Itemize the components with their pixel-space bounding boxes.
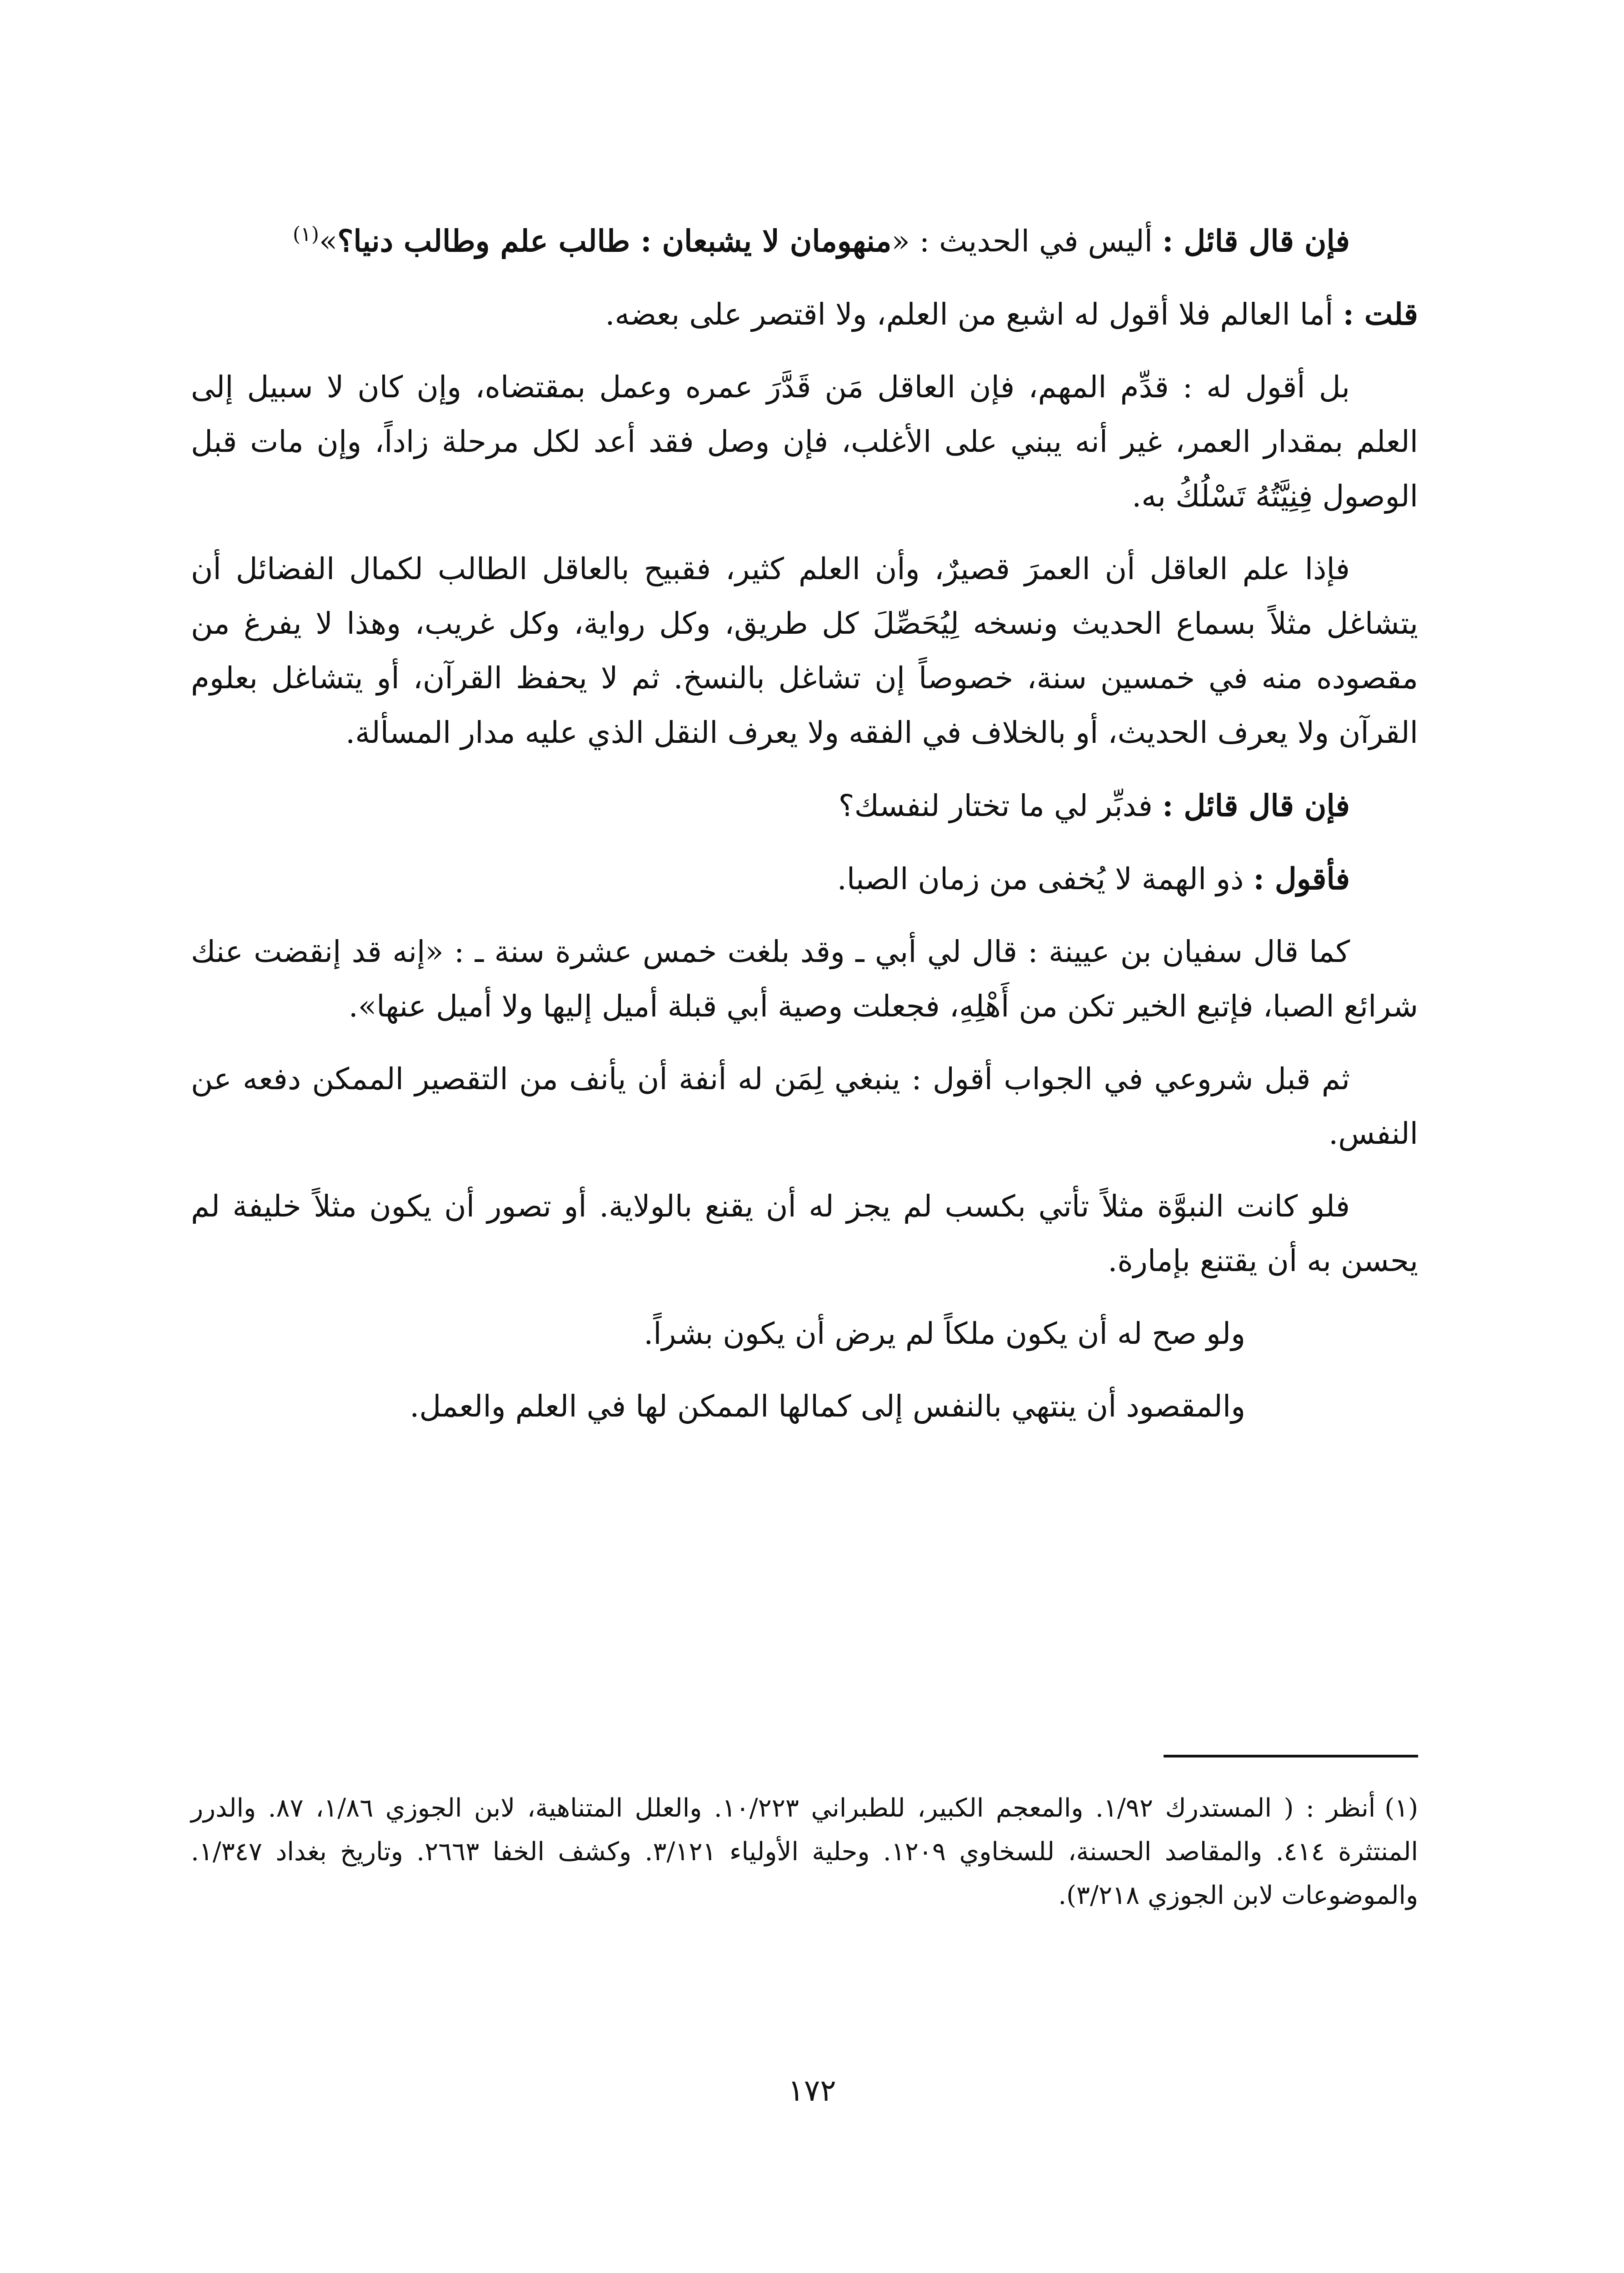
page-body [191, 214, 1418, 1452]
quote-close: » [319, 224, 338, 259]
paragraph-text: أما العالم فلا أقول له اشبع من العلم، ولا اقتصر على بعضه. [605, 297, 1343, 332]
footnote-divider [1164, 1755, 1418, 1757]
paragraph-7 [191, 925, 1418, 1034]
paragraph-9 [191, 1179, 1418, 1288]
paragraph-text: كما قال سفيان بن عيينة : قال لي أبي ـ وقد بلغت خمس عشرة سنة ـ : «إنه قد إنقضت عنك شرائع الصبا، فإتبع الخير تكن من أَهْلِهِ، فجعلت وصية أبي قبلة أميل إليها ولا أميل عنها». [191, 934, 1418, 1024]
paragraph-6 [191, 851, 1418, 906]
paragraph-3 [191, 360, 1418, 524]
paragraph-10 [191, 1307, 1418, 1361]
paragraph-4 [191, 542, 1418, 760]
paragraph-text: فلو كانت النبوَّة مثلاً تأتي بكسب لم يجز له أن يقنع بالولاية. أو تصور أن يكون مثلاً خليفة لم يحسن به أن يقتنع بإمارة. [191, 1189, 1418, 1278]
paragraph-lead: قلت : [1343, 296, 1418, 332]
paragraph-lead: فإن قال قائل : [1162, 788, 1350, 823]
footnote-marker: (١) [1384, 1793, 1419, 1823]
paragraph-text: والمقصود أن ينتهي بالنفس إلى كمالها الممكن لها في العلم والعمل. [410, 1389, 1245, 1424]
paragraph-text: فدبِّر لي ما تختار لنفسك؟ [838, 788, 1162, 823]
paragraph-lead: فأقول : [1253, 861, 1350, 896]
footnote [191, 1787, 1418, 1918]
paragraph-8 [191, 1052, 1418, 1161]
paragraph-5 [191, 778, 1418, 833]
paragraph-text: أليس في الحديث : « [891, 224, 1162, 259]
paragraph-1 [191, 214, 1418, 269]
hadith-quote: منهومان لا يشبعان : طالب علم وطالب دنيا؟ [337, 223, 892, 259]
paragraph-2 [191, 287, 1418, 342]
paragraph-11 [191, 1379, 1418, 1434]
paragraph-text: ذو الهمة لا يُخفى من زمان الصبا. [837, 861, 1254, 896]
paragraph-text: بل أقول له : قدِّم المهم، فإن العاقل مَن قَدَّرَ عمره وعمل بمقتضاه، وإن كان لا سبيل إلى العلم بمقدار العمر، غير أنه يبني على الأغلب، فإن وصل فقد أعد لكل مرحلة زاداً، وإن مات قبل الوصول فِنِيَّتُهُ تَسْلُكُ به. [191, 370, 1418, 514]
paragraph-lead: فإن قال قائل : [1162, 223, 1350, 259]
page-number: ١٧٢ [788, 2073, 836, 2108]
footnote-reference[interactable]: (١) [293, 223, 319, 246]
footnote-text: أنظر : ( المستدرك ١/٩٢. والمعجم الكبير، للطبراني ١٠/٢٢٣. والعلل المتناهية، لابن الجوزي ١/٨٦، ٨٧. والدرر المنتثرة ٤١٤. والمقاصد الحسنة، للسخاوي ١٢٠٩. وحلية الأولياء ٣/١٢١. وكشف الخفا ٢٦٦٣. وتاريخ بغداد ١/٣٤٧. والموضوعات لابن الجوزي ٣/٢١٨). [191, 1793, 1418, 1910]
paragraph-text: ولو صح له أن يكون ملكاً لم يرض أن يكون بشراً. [644, 1316, 1245, 1351]
paragraph-text: فإذا علم العاقل أن العمرَ قصيرٌ، وأن العلم كثير، فقبيح بالعاقل الطالب لكمال الفضائل أن يتشاغل مثلاً بسماع الحديث ونسخه لِيُحَصِّلَ كل طريق، وكل رواية، وكل غريب، وهذا لا يفرغ من مقصوده منه في خمسين سنة، خصوصاً إن تشاغل بالنسخ. ثم لا يحفظ القرآن، أو يتشاغل بعلوم القرآن ولا يعرف الحديث، أو بالخلاف في الفقه ولا يعرف النقل الذي عليه مدار المسألة. [191, 551, 1418, 750]
paragraph-text: ثم قبل شروعي في الجواب أقول : ينبغي لِمَن له أنفة أن يأنف من التقصير الممكن دفعه عن النفس. [191, 1061, 1418, 1151]
